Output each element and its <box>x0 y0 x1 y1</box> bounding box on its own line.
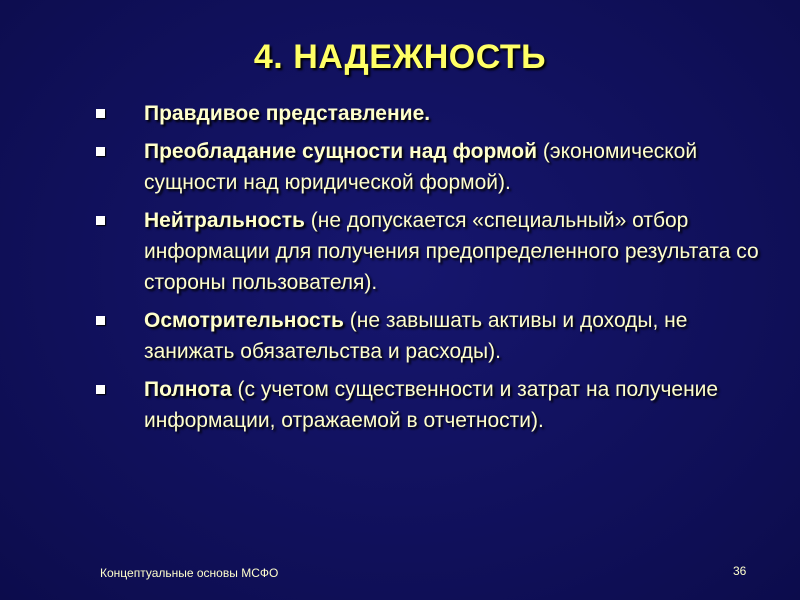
bullet-term: Правдивое представление. <box>144 102 431 125</box>
bullet-term: Нейтральность <box>144 209 305 232</box>
bullet-item <box>92 374 762 436</box>
square-bullet-icon <box>96 216 105 225</box>
bullet-text: (не допускается «специальный» отбор информации для получения предопределенного результата со стороны пользователя). <box>144 209 759 294</box>
square-bullet-icon <box>96 316 105 325</box>
bullet-text: (экономической сущности над юридической формой). <box>144 140 698 194</box>
square-bullet-icon <box>96 147 105 156</box>
slide-title: 4. НАДЕЖНОСТЬ <box>253 38 547 76</box>
bullet-term: Осмотрительность <box>144 309 344 332</box>
bullet-item <box>92 305 762 367</box>
bullet-term: Полнота <box>144 378 232 401</box>
bullet-text: (с учетом существенности и затрат на получение информации, отражаемой в отчетности). <box>144 378 719 432</box>
footer-caption: Концептуальные основы МСФО <box>100 566 279 580</box>
square-bullet-icon <box>96 385 105 394</box>
page-number: 36 <box>733 564 747 578</box>
bullet-term: Преобладание сущности над формой <box>144 140 538 163</box>
square-bullet-icon <box>96 109 105 118</box>
bullet-list <box>92 98 762 443</box>
bullet-text: (не завышать активы и доходы, не занижать обязательства и расходы). <box>144 309 688 363</box>
bullet-item <box>92 205 762 298</box>
bullet-item <box>92 98 762 129</box>
bullet-item <box>92 136 762 198</box>
